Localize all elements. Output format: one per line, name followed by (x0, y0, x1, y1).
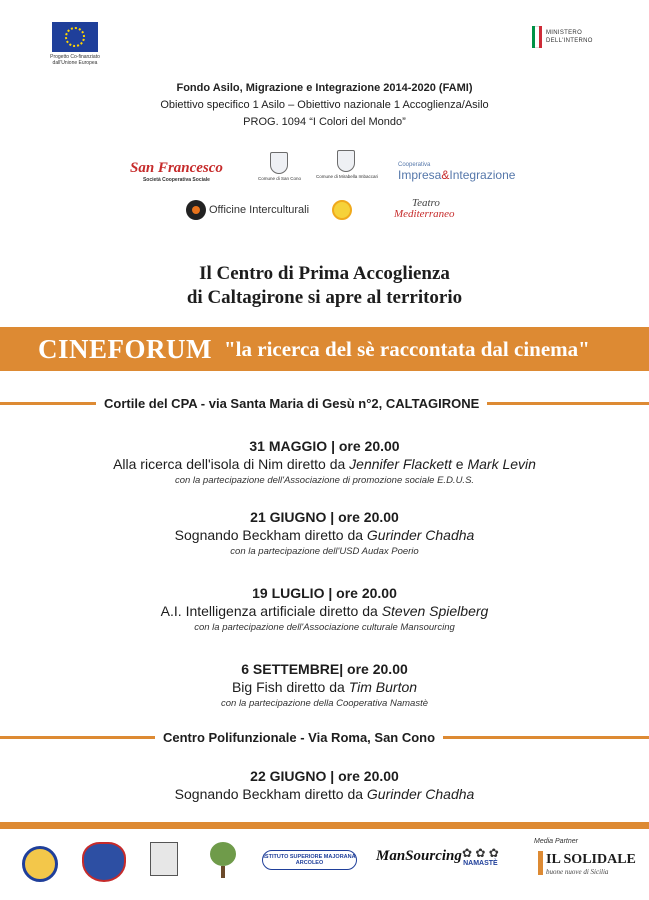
san-francesco-name: San Francesco (130, 160, 223, 176)
venue-san-cono-text: Centro Polifunzionale - Via Roma, San Cono (163, 730, 436, 745)
san-francesco-sub: Società Cooperativa Sociale (142, 177, 210, 183)
headline-line1: Il Centro di Prima Accoglienza (199, 263, 450, 284)
namaste-logo (462, 846, 499, 867)
school-building-logo-icon (150, 842, 178, 876)
sport-club-crest-icon (82, 842, 126, 882)
event-date: 31 MAGGIO | ore 20.00 (249, 438, 400, 454)
event-director: Jennifer Flackett (349, 456, 452, 472)
comune-san-cono-logo (258, 152, 300, 181)
officine-interculturali-logo (186, 200, 309, 220)
footer-logos (0, 832, 649, 892)
event-director: Gurinder Chadha (366, 527, 475, 543)
fund-title: Fondo Asilo, Migrazione e Integrazione 2014-2020 (FAMI) (176, 82, 473, 94)
event-director-2: Mark Levin (467, 456, 536, 472)
namaste-name: NAMASTÈ (463, 860, 498, 867)
fund-info (0, 80, 649, 131)
ministry-logo (532, 26, 618, 48)
coop-name-b: Integrazione (449, 168, 516, 182)
event-director: Steven Spielberg (381, 603, 489, 619)
officine-name: Officine Interculturali (209, 204, 310, 216)
event-participation: con la partecipazione dell'Associazione culturale Mansourcing (194, 622, 455, 633)
event-film: Big Fish diretto da Tim Burton (231, 679, 418, 695)
comune-mirabella-logo (316, 150, 379, 179)
event-director: Tim Burton (348, 679, 418, 695)
crest-icon (270, 152, 288, 174)
event-participation: con la partecipazione dell'Associazione di promozione sociale E.D.U.S. (174, 475, 475, 486)
headline-line2: di Caltagirone si apre al territorio (186, 287, 463, 308)
solidale-name: IL SOLIDALE (546, 852, 636, 867)
cineforum-title: CINEFORUM (38, 333, 212, 364)
mansourcing-logo: ManSourcing (376, 848, 462, 864)
event-date: 22 GIUGNO | ore 20.00 (250, 768, 399, 784)
divider (443, 736, 649, 739)
divider (487, 402, 649, 405)
bottom-divider (0, 822, 649, 829)
cineforum-tagline: "la ricerca del sè raccontata dal cinema" (224, 336, 590, 361)
eu-flag-icon (52, 22, 98, 52)
eu-caption: Progetto Co-finanziato dall'Unione Europea (50, 54, 100, 66)
event-1 (0, 437, 649, 487)
football-club-logo-icon (22, 846, 58, 882)
istituto-majorana-logo: ISTITUTO SUPERIORE MAJORANA ARCOLEO (262, 850, 357, 870)
media-partner-label: Media Partner (534, 838, 578, 845)
italian-flag-icon (532, 26, 542, 48)
divider (0, 736, 155, 739)
event-film: Sognando Beckham diretto da Gurinder Chadha (174, 527, 475, 543)
ministry-name: MINISTERO DELL'INTERNO (546, 30, 593, 44)
partner-logos (0, 148, 649, 228)
venue-san-cono (0, 730, 649, 745)
fund-objective: Obiettivo specifico 1 Asilo – Obiettivo nazionale 1 Accoglienza/Asilo (160, 99, 489, 111)
event-date: 19 LUGLIO | ore 20.00 (252, 585, 397, 601)
solidale-sub: buone nuove di Sicilia (546, 868, 609, 876)
event-participation: con la partecipazione della Cooperativa Namastè (220, 698, 428, 709)
il-solidale-logo (538, 850, 636, 876)
comune-mirabella-label: Comune di Mirabella Imbaccari (316, 174, 379, 179)
cineforum-banner (0, 327, 649, 371)
teatro-line1: Teatro (412, 197, 440, 209)
teatro-mediterraneo-logo (388, 198, 454, 220)
solidale-bar-icon (538, 851, 543, 875)
teatro-line2: Mediterraneo (394, 208, 455, 220)
event-film: Sognando Beckham diretto da Gurinder Chadha (174, 786, 475, 802)
crest-icon (337, 150, 355, 172)
divider (0, 402, 96, 405)
event-film: A.I. Intelligenza artificiale diretto da Steven Spielberg (160, 603, 489, 619)
venue-caltagirone-text: Cortile del CPA - via Santa Maria di Gesù n°2, CALTAGIRONE (104, 396, 480, 411)
sun-logo-icon (332, 200, 352, 220)
event-2 (0, 508, 649, 558)
event-date: 6 SETTEMBRE| ore 20.00 (241, 661, 408, 677)
event-date: 21 GIUGNO | ore 20.00 (250, 509, 399, 525)
top-logos (0, 22, 649, 72)
san-francesco-logo (130, 160, 223, 183)
event-4 (0, 660, 649, 710)
venue-caltagirone (0, 396, 649, 411)
event-5 (0, 767, 649, 804)
event-3 (0, 584, 649, 634)
gear-icon (186, 200, 206, 220)
event-participation: con la partecipazione dell'USD Audax Poerio (230, 546, 419, 557)
fund-project: PROG. 1094 “I Colori del Mondo” (243, 116, 406, 128)
event-film: Alla ricerca dell'isola di Nim diretto da Jennifer Flackett e Mark Levin (113, 456, 536, 472)
tree-logo-icon (208, 842, 238, 880)
comune-san-cono-label: Comune di San Cono (258, 176, 302, 181)
eu-logo (40, 22, 110, 66)
event-director: Gurinder Chadha (366, 786, 475, 802)
headline (0, 262, 649, 310)
coop-amp: & (441, 168, 450, 182)
coop-label: Cooperativa (398, 162, 431, 168)
impresa-integrazione-logo (398, 162, 515, 182)
namaste-figures-icon: ✿ ✿ ✿ (462, 846, 499, 860)
coop-name-a: Impresa (398, 168, 442, 182)
